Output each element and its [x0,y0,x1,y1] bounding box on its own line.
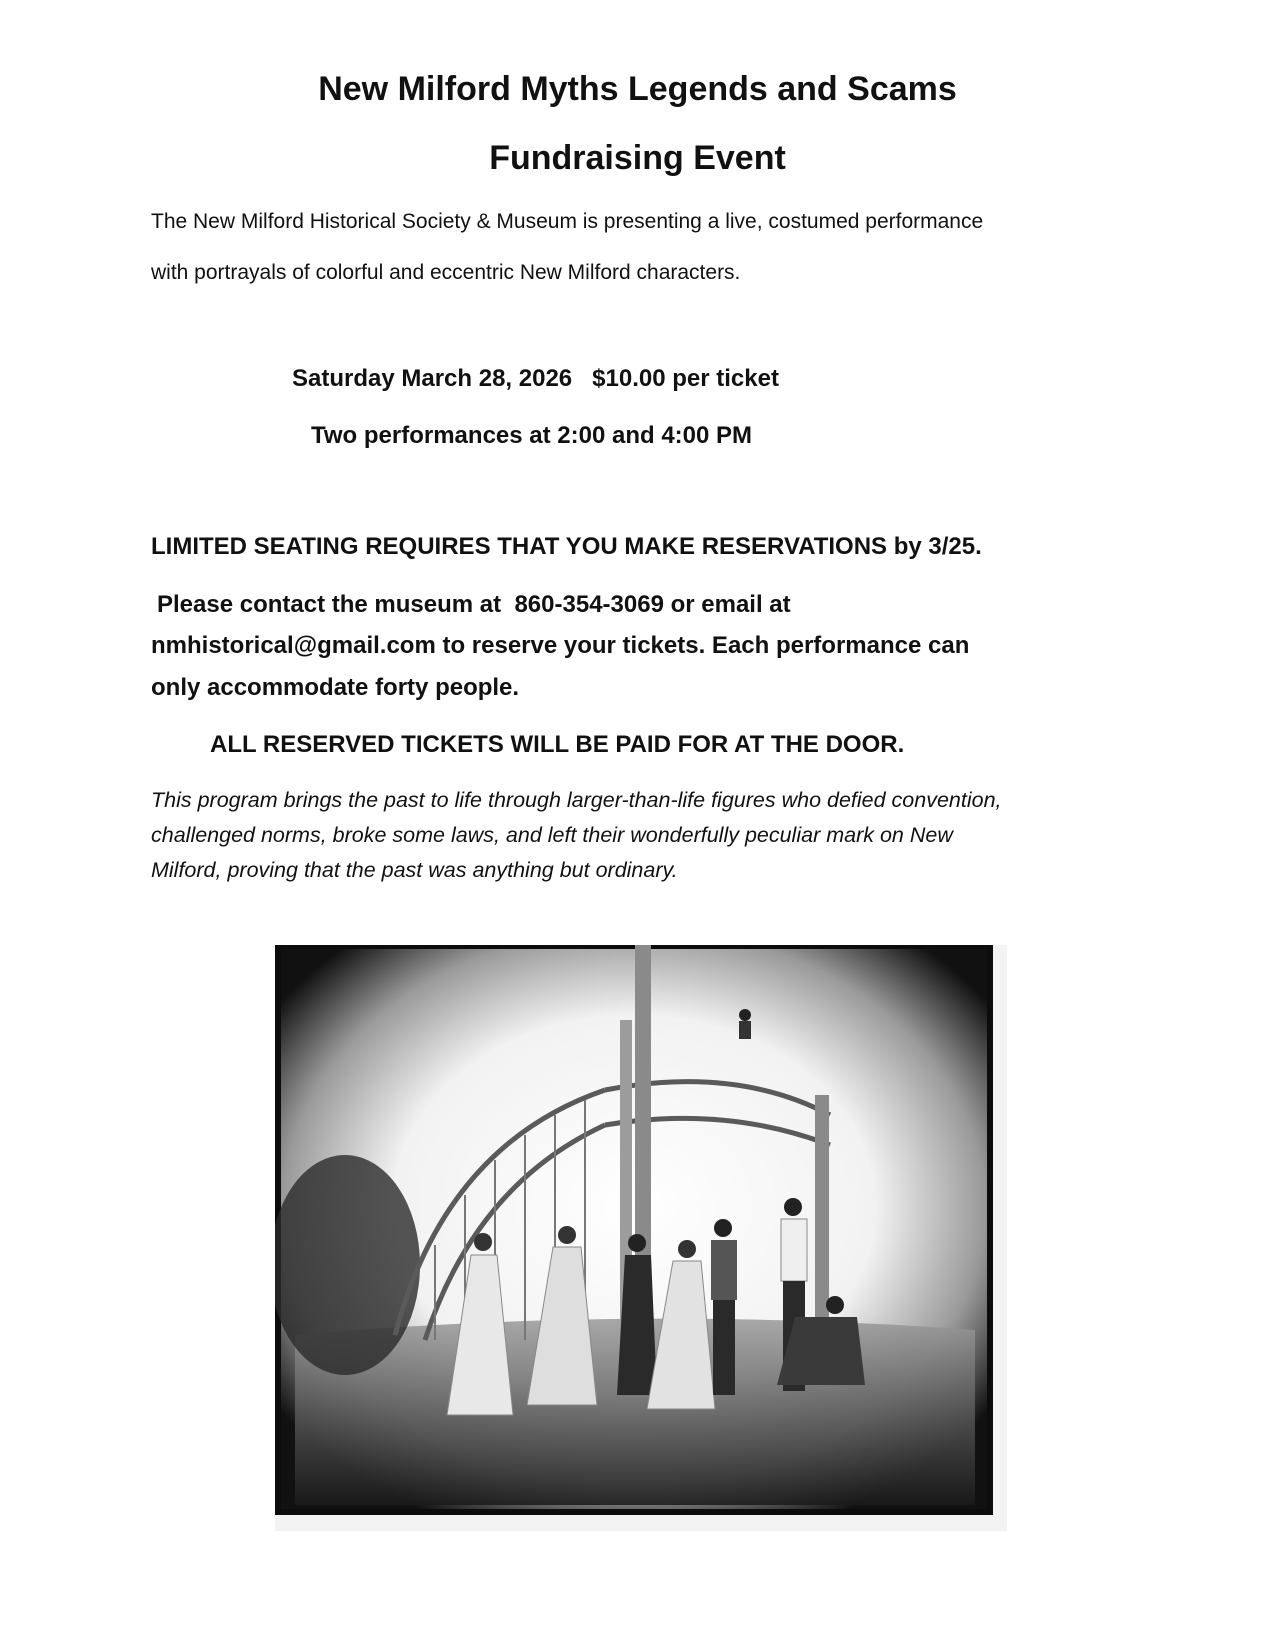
contact-line-1: Please contact the museum at 860-354-3069 or email at [157,591,791,618]
event-date-price: Saturday March 28, 2026 $10.00 per ticket [292,365,779,392]
description-line-2: challenged norms, broke some laws, and left their wonderfully peculiar mark on New [151,823,953,847]
page-title: New Milford Myths Legends and Scams [318,70,957,108]
contact-line-2: nmhistorical@gmail.com to reserve your tickets. Each performance can [151,632,970,659]
description-line-1: This program brings the past to life through larger-than-life figures who defied convention, [151,788,1002,812]
payment-notice: ALL RESERVED TICKETS WILL BE PAID FOR AT THE DOOR. [210,731,905,758]
intro-line-1: The New Milford Historical Society & Museum is presenting a live, costumed performance [151,210,984,233]
page-subtitle: Fundraising Event [489,139,786,177]
historic-photo [275,945,1007,1531]
event-times: Two performances at 2:00 and 4:00 PM [311,422,753,449]
intro-line-2: with portrayals of colorful and eccentric New Milford characters. [151,261,741,284]
contact-line-3: only accommodate forty people. [151,674,520,701]
reservation-notice: LIMITED SEATING REQUIRES THAT YOU MAKE RESERVATIONS by 3/25. [151,533,982,560]
description-line-3: Milford, proving that the past was anything but ordinary. [151,858,678,882]
